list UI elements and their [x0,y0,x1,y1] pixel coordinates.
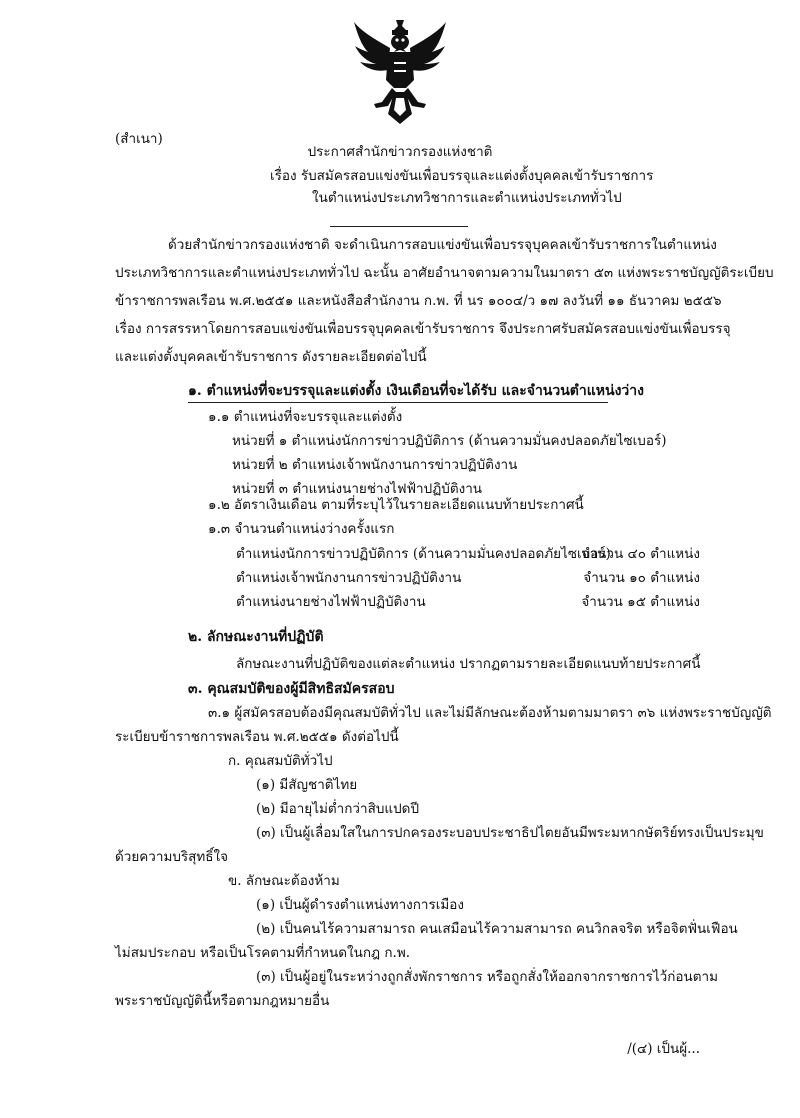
subsection-1-3: ๑.๓ จำนวนตำแหน่งว่างครั้งแรก [208,521,395,537]
vacancy-count: จำนวน ๑๕ ตำแหน่ง [581,594,700,610]
section-2-heading: ๒. ลักษณะงานที่ปฏิบัติ [188,629,324,645]
intro-line: ด้วยสำนักข่าวกรองแห่งชาติ จะดำเนินการสอบแข่งขันเพื่อบรรจุบุคคลเข้ารับราชการในตำแหน่ง [168,237,717,253]
vacancy-count: จำนวน ๑๐ ตำแหน่ง [583,570,700,586]
general-item: (๒) มีอายุไม่ต่ำกว่าสิบแปดปี [256,801,420,817]
copy-mark: (สำเนา) [115,131,163,147]
subject-line-2: ในตำแหน่งประเภทวิชาการและตำแหน่งประเภททั่วไป [312,190,622,206]
intro-line: ประเภทวิชาการและตำแหน่งประเภททั่วไป ฉะนั้น อาศัยอำนาจตามความในมาตรา ๕๓ แห่งพระราชบัญญัติระเบียบ [115,265,774,281]
intro-line: ข้าราชการพลเรือน พ.ศ.๒๕๕๑ และหนังสือสำนักงาน ก.พ. ที่ นร ๑๐๐๔/ว ๑๗ ลงวันที่ ๑๑ ธันวาคม ๒๕๕๖ [115,293,722,309]
subsection-3-1-line: ระเบียบข้าราชการพลเรือน พ.ศ.๒๕๕๑ ดังต่อไปนี้ [115,729,399,745]
intro-line: เรื่อง การสรรหาโดยการสอบแข่งขันเพื่อบรรจุบุคคลเข้ารับราชการ จึงประกาศรับสมัครสอบแข่งขันเพื่อบรรจุ [115,321,731,337]
general-item: (๓) เป็นผู้เลื่อมใสในการปกครองระบอบประชาธิปไตยอันมีพระมหากษัตริย์ทรงเป็นประมุข [256,825,764,841]
unit-item: หน่วยที่ ๒ ตำแหน่งเจ้าพนักงานการข่าวปฏิบัติงาน [232,457,518,473]
subject-line-1: เรื่อง รับสมัครสอบแข่งขันเพื่อบรรจุและแต่งตั้งบุคคลเข้ารับราชการ [270,168,654,184]
title-divider [330,226,468,227]
section-1-underline [188,402,608,403]
intro-line: และแต่งตั้งบุคคลเข้ารับราชการ ดังรายละเอียดต่อไปนี้ [115,349,427,365]
section-3-heading: ๓. คุณสมบัติของผู้มีสิทธิสมัครสอบ [188,681,395,697]
vacancy-count: จำนวน ๔๐ ตำแหน่ง [581,546,700,562]
vacancy-position: ตำแหน่งนักการข่าวปฏิบัติการ (ด้านความมั่นคงปลอดภัยไซเบอร์) [236,546,611,562]
general-item-continuation: ด้วยความบริสุทธิ์ใจ [115,849,229,865]
vacancy-position: ตำแหน่งนายช่างไฟฟ้าปฏิบัติงาน [236,594,426,610]
prohibited-item-continuation: พระราชบัญญัตินี้หรือตามกฎหมายอื่น [115,993,330,1009]
unit-item: หน่วยที่ ๑ ตำแหน่งนักการข่าวปฏิบัติการ (ด้านความมั่นคงปลอดภัยไซเบอร์) [232,433,667,449]
prohibited-item-continuation: ไม่สมประกอบ หรือเป็นโรคตามที่กำหนดในกฎ ก.พ. [115,945,411,961]
subsection-3-1-line: ๓.๑ ผู้สมัครสอบต้องมีคุณสมบัติทั่วไป และไม่มีลักษณะต้องห้ามตามมาตรา ๓๖ แห่งพระราชบัญญัติ [208,705,772,721]
section-1-heading: ๑. ตำแหน่งที่จะบรรจุและแต่งตั้ง เงินเดือนที่จะได้รับ และจำนวนตำแหน่งว่าง [188,383,644,399]
unit-item: หน่วยที่ ๓ ตำแหน่งนายช่างไฟฟ้าปฏิบัติงาน [232,481,483,497]
general-item: (๑) มีสัญชาติไทย [256,777,358,793]
prohibited-item: (๓) เป็นผู้อยู่ในระหว่างถูกสั่งพักราชการ หรือถูกสั่งให้ออกจากราชการไว้ก่อนตาม [256,969,719,985]
garuda-emblem-icon [352,18,448,126]
prohibited-item: (๒) เป็นคนไร้ความสามารถ คนเสมือนไร้ความสามารถ คนวิกลจริต หรือจิตฟั่นเฟือน [256,921,738,937]
general-qualifications-heading: ก. คุณสมบัติทั่วไป [228,753,333,769]
prohibited-item: (๑) เป็นผู้ดำรงตำแหน่งทางการเมือง [256,897,464,913]
prohibited-heading: ข. ลักษณะต้องห้าม [228,873,340,889]
subsection-1-1: ๑.๑ ตำแหน่งที่จะบรรจุและแต่งตั้ง [208,409,403,425]
subsection-1-2: ๑.๒ อัตราเงินเดือน ตามที่ระบุไว้ในรายละเอียดแนบท้ายประกาศนี้ [208,497,584,513]
page-continuation: /(๔) เป็นผู้... [627,1041,700,1057]
announcement-title: ประกาศสำนักข่าวกรองแห่งชาติ [307,144,493,160]
section-2-text: ลักษณะงานที่ปฏิบัติของแต่ละตำแหน่ง ปรากฏตามรายละเอียดแนบท้ายประกาศนี้ [236,656,701,672]
vacancy-position: ตำแหน่งเจ้าพนักงานการข่าวปฏิบัติงาน [236,570,462,586]
